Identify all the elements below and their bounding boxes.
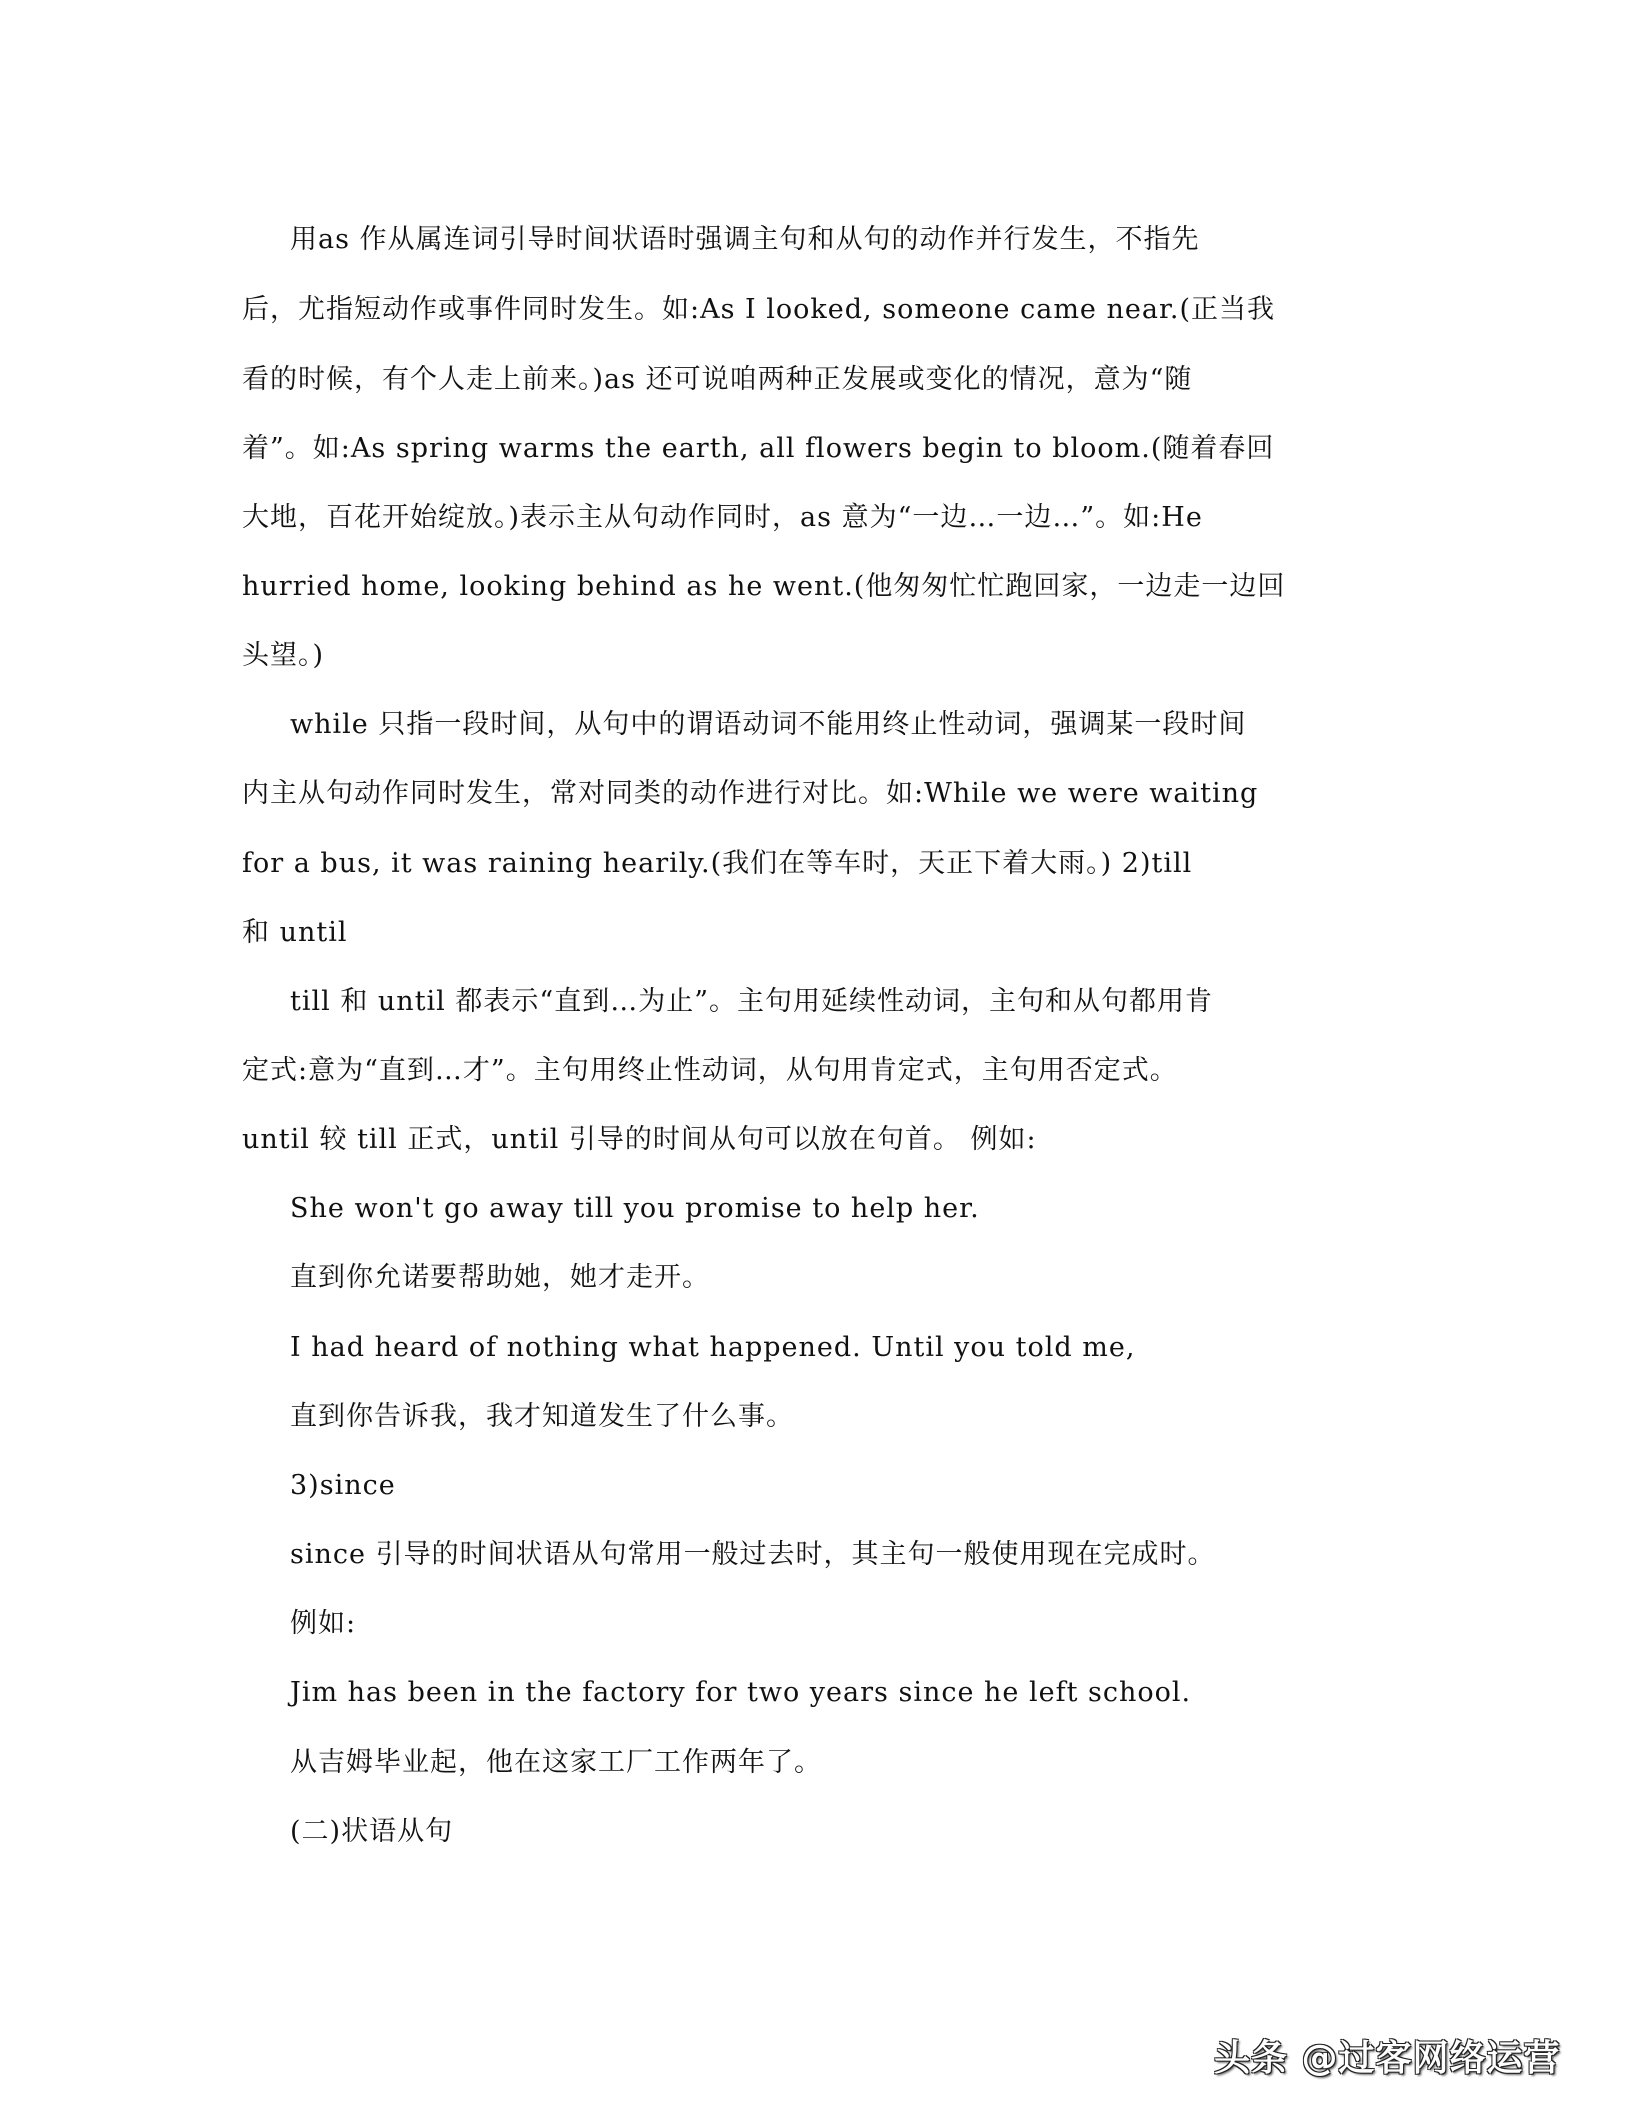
watermark: 头条 @过客网络运营 xyxy=(1214,2038,1561,2079)
paragraph-line: 后，尤指短动作或事件同时发生。如:As I looked, someone came near.(正当我 xyxy=(242,294,1276,325)
section-heading: 3)since xyxy=(290,1470,396,1501)
example-sentence-en: I had heard of nothing what happened. Until you told me, xyxy=(290,1332,1136,1363)
paragraph-line: for a bus, it was raining hearily.(我们在等车时，天正下着大雨。) 2)till xyxy=(242,848,1193,879)
paragraph-line: 头望。) xyxy=(242,640,325,671)
paragraph-line: 例如: xyxy=(290,1608,357,1639)
paragraph-line: hurried home, looking behind as he went.(他匆匆忙忙跑回家，一边走一边回 xyxy=(242,571,1286,602)
example-sentence-zh: 直到你允诺要帮助她，她才走开。 xyxy=(290,1262,710,1293)
paragraph-line: until 较 till 正式，until 引导的时间从句可以放在句首。 例如: xyxy=(242,1124,1037,1155)
example-sentence-en: Jim has been in the factory for two years since he left school. xyxy=(290,1677,1192,1708)
example-sentence-zh: 从吉姆毕业起，他在这家工厂工作两年了。 xyxy=(290,1747,822,1778)
paragraph-line: 着”。如:As spring warms the earth, all flowers begin to bloom.(随着春回 xyxy=(242,433,1275,464)
paragraph-line: 看的时候，有个人走上前来。)as 还可说咱两种正发展或变化的情况，意为“随 xyxy=(242,364,1193,395)
paragraph-line: 内主从句动作同时发生，常对同类的动作进行对比。如:While we were waiting xyxy=(242,778,1259,809)
paragraph-line: 和 until xyxy=(242,917,348,948)
example-sentence-zh: 直到你告诉我，我才知道发生了什么事。 xyxy=(290,1401,794,1432)
paragraph-line: 用as 作从属连词引导时间状语时强调主句和从句的动作并行发生，不指先 xyxy=(290,224,1200,255)
section-heading: (二)状语从句 xyxy=(290,1816,454,1847)
paragraph-line: since 引导的时间状语从句常用一般过去时，其主句一般使用现在完成时。 xyxy=(290,1539,1216,1570)
paragraph-line: 定式:意为“直到…才”。主句用终止性动词，从句用肯定式，主句用否定式。 xyxy=(242,1055,1178,1086)
paragraph-line: 大地，百花开始绽放。)表示主从句动作同时，as 意为“一边…一边…”。如:He xyxy=(242,502,1203,533)
example-sentence-en: She won't go away till you promise to help her. xyxy=(290,1193,980,1224)
paragraph-line: while 只指一段时间，从句中的谓语动词不能用终止性动词，强调某一段时间 xyxy=(290,709,1247,740)
paragraph-line: till 和 until 都表示“直到…为止”。主句用延续性动词，主句和从句都用肯 xyxy=(290,986,1214,1017)
